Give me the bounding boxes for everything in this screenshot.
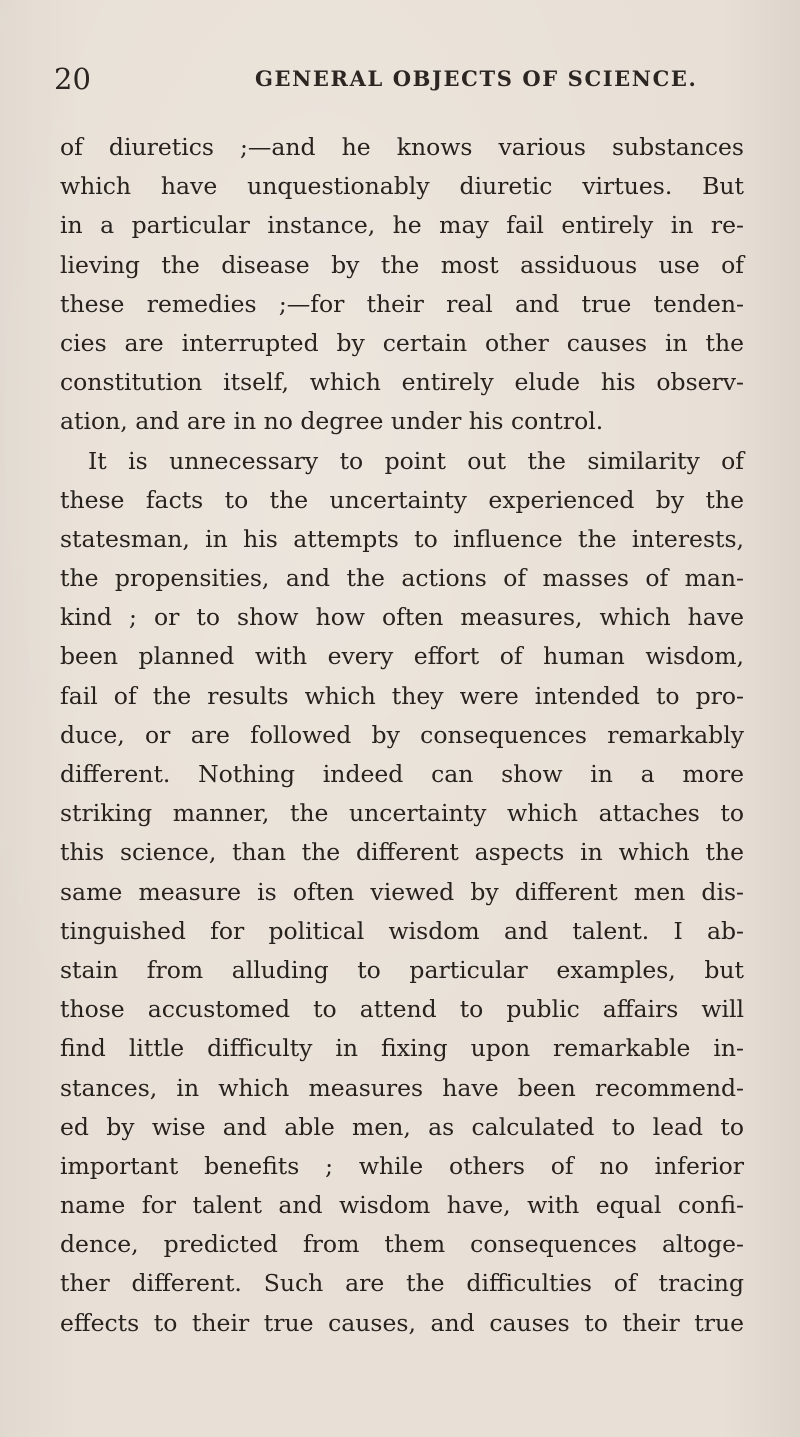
text-line: these remedies ;—for their real and true tenden- (60, 289, 744, 318)
text-line: statesman, in his attempts to influence the interests, (60, 524, 744, 553)
text-line: constitution itself, which entirely elude his observ- (60, 368, 744, 397)
text-line: name for talent and wisdom have, with equal confi- (60, 1191, 744, 1220)
paragraph-start-line: It is unnecessary to point out the similarity of (88, 446, 744, 475)
text-line: which have unquestionably diuretic virtues. But (60, 172, 744, 201)
text-line: those accustomed to attend to public affairs will (60, 995, 744, 1024)
body-text (60, 128, 744, 1343)
text-line: same measure is often viewed by different men dis- (60, 877, 744, 906)
page-header (0, 59, 800, 99)
text-line: been planned with every effort of human wisdom, (60, 642, 744, 671)
text-line: stain from alluding to particular examples, but (60, 955, 744, 984)
text-line: this science, than the different aspects in which the (60, 838, 744, 867)
text-line: stances, in which measures have been recommend- (60, 1073, 744, 1102)
text-line: duce, or are followed by consequences remarkably (60, 720, 744, 749)
text-line: ther different. Such are the difficulties of tracing (60, 1269, 744, 1298)
running-head: GENERAL OBJECTS OF SCIENCE. (255, 66, 698, 91)
text-line: find little difficulty in fixing upon remarkable in- (60, 1034, 744, 1063)
text-line: in a particular instance, he may fail entirely in re- (60, 211, 744, 240)
text-line: ation, and are in no degree under his control. (60, 407, 604, 436)
text-line: lieving the disease by the most assiduous use of (60, 250, 744, 279)
text-line: tinguished for political wisdom and talent. I ab- (60, 916, 744, 945)
text-line: these facts to the uncertainty experienced by the (60, 485, 744, 514)
text-line: kind ; or to show how often measures, which have (60, 603, 744, 632)
text-line: different. Nothing indeed can show in a more (60, 760, 744, 788)
text-line: dence, predicted from them consequences altoge- (60, 1230, 744, 1259)
text-line: effects to their true causes, and causes to their true (60, 1308, 744, 1337)
text-line: of diuretics ;—and he knows various substances (60, 133, 744, 161)
text-line: striking manner, the uncertainty which attaches to (60, 799, 744, 828)
text-line: the propensities, and the actions of masses of man- (60, 564, 744, 593)
page-number: 20 (54, 62, 91, 96)
text-line: fail of the results which they were intended to pro- (60, 681, 744, 710)
text-line: important benefits ; while others of no inferior (60, 1151, 744, 1180)
text-line: cies are interrupted by certain other causes in the (60, 328, 744, 357)
text-line: ed by wise and able men, as calculated to lead to (60, 1112, 744, 1141)
